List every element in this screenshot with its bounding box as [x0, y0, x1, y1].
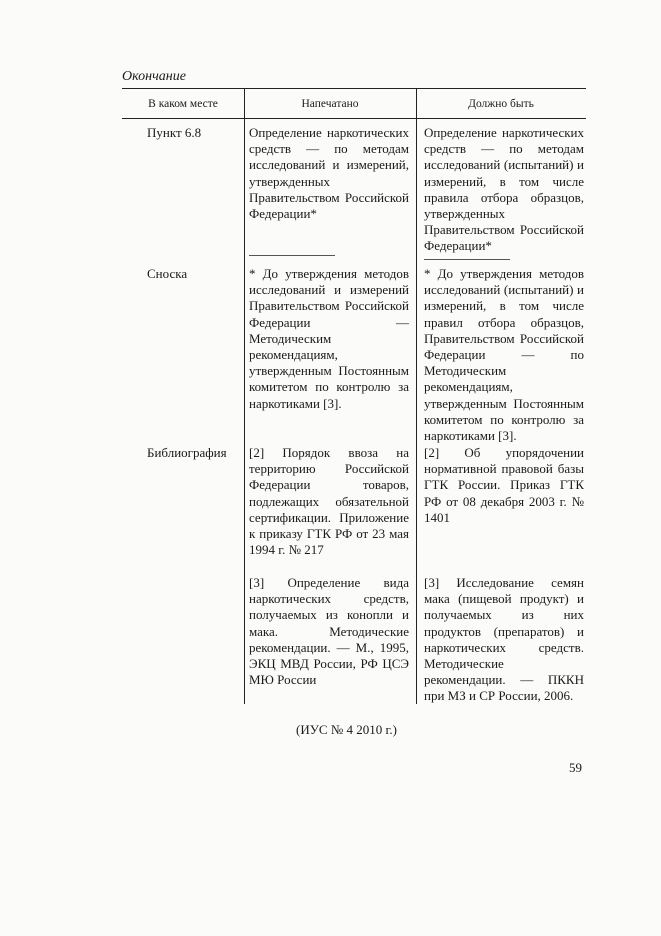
header-should-be: Должно быть — [468, 98, 534, 110]
header-place: В каком месте — [148, 98, 218, 110]
row-1-place: Пункт 6.8 — [147, 125, 202, 140]
column-divider-2 — [416, 88, 417, 704]
table-caption: Окончание — [122, 69, 186, 84]
row-4-should-be: [3] Исследование семян мака (пищевой продукт) и получаемых из них продуктов (препаратов) и наркотических средств. Методические рекомендации. — ПККН при МЗ и СР России, 2006. — [424, 575, 584, 704]
row-2-place: Сноска — [147, 266, 188, 281]
table-header-rule — [122, 118, 586, 119]
row-2-printed: * До утверждения методов исследований и измерений Правительством Российской Федерации — Методическим рекомендациям, утвержденным Постоянным комитетом по контролю за наркотиками [3]. — [249, 266, 409, 411]
row-4-printed: [3] Определение вида наркотических средств, получаемых из конопли и мака. Методические рекомендации. — М., 1995, ЭКЦ МВД России, РФ ЦСЭ МЮ России — [249, 575, 409, 688]
row-3-place: Библиография — [147, 445, 227, 460]
row-3-printed: [2] Порядок ввоза на территорию Российской Федерации товаров, подлежащих обязательной сертификации. Приложение к приказу ГТК РФ от 23 мая 1994 г. № 217 — [249, 445, 409, 558]
footnote-separator-printed — [249, 255, 335, 256]
issue-reference: (ИУС № 4 2010 г.) — [296, 722, 397, 737]
row-1-should-be: Определение наркотических средств — по методам исследований (испытаний) и измерений, в том числе правила отбора образцов, утвержденных Правительством Российской Федерации* — [424, 125, 584, 254]
header-printed: Напечатано — [301, 98, 359, 110]
page-number: 59 — [569, 760, 582, 775]
column-divider-1 — [244, 88, 245, 704]
table-top-rule — [122, 88, 586, 89]
footnote-separator-should-be — [424, 259, 510, 260]
row-3-should-be: [2] Об упорядочении нормативной правовой базы ГТК России. Приказ ГТК РФ от 08 декабря 2003 г. № 1401 — [424, 445, 584, 525]
row-1-printed: Определение наркотических средств — по методам исследований и измерений, утвержденных Правительством Российской Федерации* — [249, 125, 409, 222]
row-2-should-be: * До утверждения методов исследований (испытаний) и измерений, в том числе правил отбора образцов, Правительством Российской Федерации — по Методическим рекомендациям, утвержденным Постоянным комитетом по контролю за наркотиками [3]. — [424, 266, 584, 444]
